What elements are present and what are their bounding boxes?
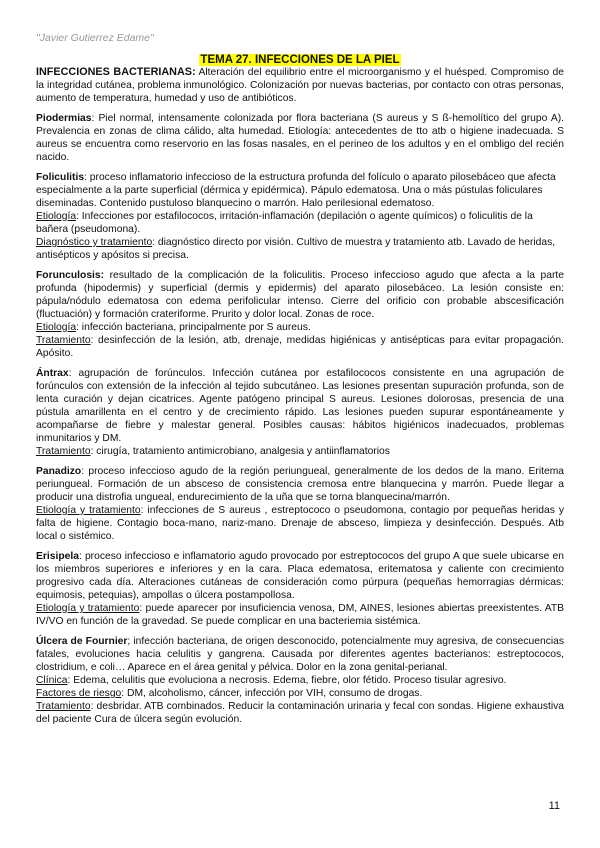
section-text: ; infección bacteriana, de origen desconocido, potencialmente muy agresiva, de consecuencias fatales, evoluciones hacia celulitis y gangrena. Causada por diferentes agentes bacterianos: estreptococos, clostridium, e coli… Aparece en el área genital y pélvica. Dolor en la zona genital-perianal.: [36, 636, 565, 673]
section-heading: Erisipela: [36, 551, 79, 562]
page-title-text: TEMA 27. INFECCIONES DE LA PIEL: [200, 54, 400, 66]
section-ulcera-fournier: [36, 635, 564, 726]
section-text: : infecciones de S aureus , estreptococo o pseudomona, contagio por pequeñas heridas y falta de higiene. Contagio boca-mano, nariz-mano. Drenaje de absceso, limpieza y desinfección. Después. Atb local o sistémico.: [36, 505, 565, 542]
section-heading: Foliculitis: [36, 172, 85, 183]
section-text: Alteración del equilibrio entre el microorganismo y el huésped. Compromiso de la integridad cutánea, problema inmunológico. Colonización por nuevas bacterias, por contacto con otras personas, aumento de temperatura, humedad y uso de antibióticos.: [36, 67, 564, 104]
section-heading: Piodermias: [36, 113, 92, 124]
section-text: : agrupación de forúnculos. Infección cutánea por estafilococos consistente en una agrupación de forúnculos con extensión de la infección al tejido subcutáneo. Las lesiones presentan supuración profunda, son de lenta curación y dejan cicatrices. Agente patógeno principal S aureus. Lesiones dolorosas, presencia de una pústula amarillenta en el centro y de crecimiento rápido. Las lesiones pueden supurar espontáneamente y acompañarse de fiebre y malestar general. Posibles causas: hábitos higiénicos inadecuados, problemas inmunitarios y DM.: [36, 368, 564, 444]
section-text: : proceso infeccioso agudo de la región periungueal, generalmente de los dedos de la mano. Eritema periungueal. Formación de un absceso de consistencia cremosa entre blanquecina y marrón. Puede llegar a producir una distrofia ungueal, endurecimiento de la uña que se torna blanquecina/marrón.: [36, 466, 564, 503]
subheading-etiologia-tratamiento: Etiología y tratamiento: [36, 505, 141, 516]
section-text: : infección bacteriana, principalmente por S aureus.: [76, 322, 311, 333]
section-foliculitis: [36, 171, 564, 262]
section-text: : puede aparecer por insuficiencia venosa, DM, AINES, lesiones abiertas preexistentes. ATB IV/VO en función de la gravedad. Se puede complicar en una bacteriemia sistémica.: [36, 603, 565, 627]
section-heading: Forunculosis:: [36, 270, 105, 281]
section-piodermias: [36, 112, 564, 164]
section-text: : desinfección de la lesión, atb, drenaje, medidas higiénicas y antisépticas para evitar propagación. Apósito.: [36, 335, 564, 359]
section-heading: Úlcera de Fournier: [36, 636, 128, 647]
section-text: : proceso infeccioso e inflamatorio agudo provocado por estreptococos del grupo A que suele ubicarse en los miembros superiores e inferiores y en la cara. Placa edematosa, eritematosa y caliente con crecimiento progresivo cada día. Alteraciones cutáneas de consideración como púrpura (pequeñas hemorragias dérmicas: equimosis, petequias), ampollas o úlcera postampollosa.: [36, 551, 564, 601]
section-text: : DM, alcoholismo, cáncer, infección por VIH, consumo de drogas.: [121, 688, 423, 699]
section-text: : diagnóstico directo por visión. Cultivo de muestra y tratamiento atb. Lavado de heridas, antisépticos y apósitos si precisa.: [36, 237, 556, 261]
subheading-factores-riesgo: Factores de riesgo: [36, 688, 122, 699]
section-text: : proceso inflamatorio infeccioso de la estructura profunda del folículo o aparato pilosebáceo que afecta especialmente a la parte superficial (dérmica y epidérmica). Pápulo edematosa. Una o más pústulas foliculares diseminadas. Contenido pustuloso blanquecino o marrón. Halo perilesional edematoso.: [36, 172, 556, 209]
subheading-clinica: Clínica: [36, 675, 68, 686]
section-forunculosis: [36, 269, 564, 360]
section-panadizo: [36, 465, 564, 543]
page-number: 11: [548, 800, 560, 812]
section-heading: Panadizo: [36, 466, 82, 477]
page-header-author: "Javier Gutierrez Edame": [36, 32, 154, 44]
subheading-tratamiento: Tratamiento: [36, 701, 91, 712]
section-text: : cirugía, tratamiento antimicrobiano, analgesia y antiinflamatorios: [90, 446, 390, 457]
section-text: : Edema, celulitis que evoluciona a necrosis. Edema, fiebre, olor fétido. Proceso tisular agresivo.: [67, 675, 507, 686]
section-text: : desbridar. ATB combinados. Reducir la contaminación urinaria y fecal con sondas. Higiene exhaustiva del paciente Cura de úlcera según evolución.: [36, 701, 564, 725]
subheading-diagnostico: Diagnóstico y tratamiento: [36, 237, 153, 248]
subheading-tratamiento: Tratamiento: [36, 335, 91, 346]
section-heading: Ántrax: [36, 368, 69, 379]
section-infecciones-bacterianas: [36, 66, 564, 105]
document-body: [36, 66, 564, 733]
section-text: : Infecciones por estafilococos, irritación-inflamación (depilación o agente químicos) o foliculitis de la bañera (pseudomona).: [36, 211, 533, 235]
section-heading: INFECCIONES BACTERIANAS:: [36, 66, 196, 78]
subheading-etiologia-tratamiento: Etiología y tratamiento: [36, 603, 140, 614]
section-text: : Piel normal, intensamente colonizada por flora bacteriana (S aureus y S ß-hemolítico del grupo A). Prevalencia en zonas de clima cálido, alta humedad. Etiología: antecedentes de tto atb o higiene inadecuada. S aureus se encuentra como reservorio en las fosas nasales, en el perineo de los adultos y en el ombligo del recién nacido.: [36, 113, 564, 163]
section-text: resultado de la complicación de la foliculitis. Proceso infeccioso agudo que afecta a la parte profunda (hipodermis) y superficial (dermis y epidermis) del aparato pilosebáceo. La lesión consiste en: pápula/nódulo edematosa con edema perifolicular intenso. Cierre del orificio con probable abscesificación (fluctuación) y formación crateriforme. Prurito y dolor local. Zonas de roce.: [36, 270, 564, 320]
subheading-etiologia: Etiología: [36, 322, 77, 333]
section-erisipela: [36, 550, 564, 628]
section-antrax: [36, 367, 564, 458]
subheading-tratamiento: Tratamiento: [36, 446, 91, 457]
subheading-etiologia: Etiología: [36, 211, 77, 222]
